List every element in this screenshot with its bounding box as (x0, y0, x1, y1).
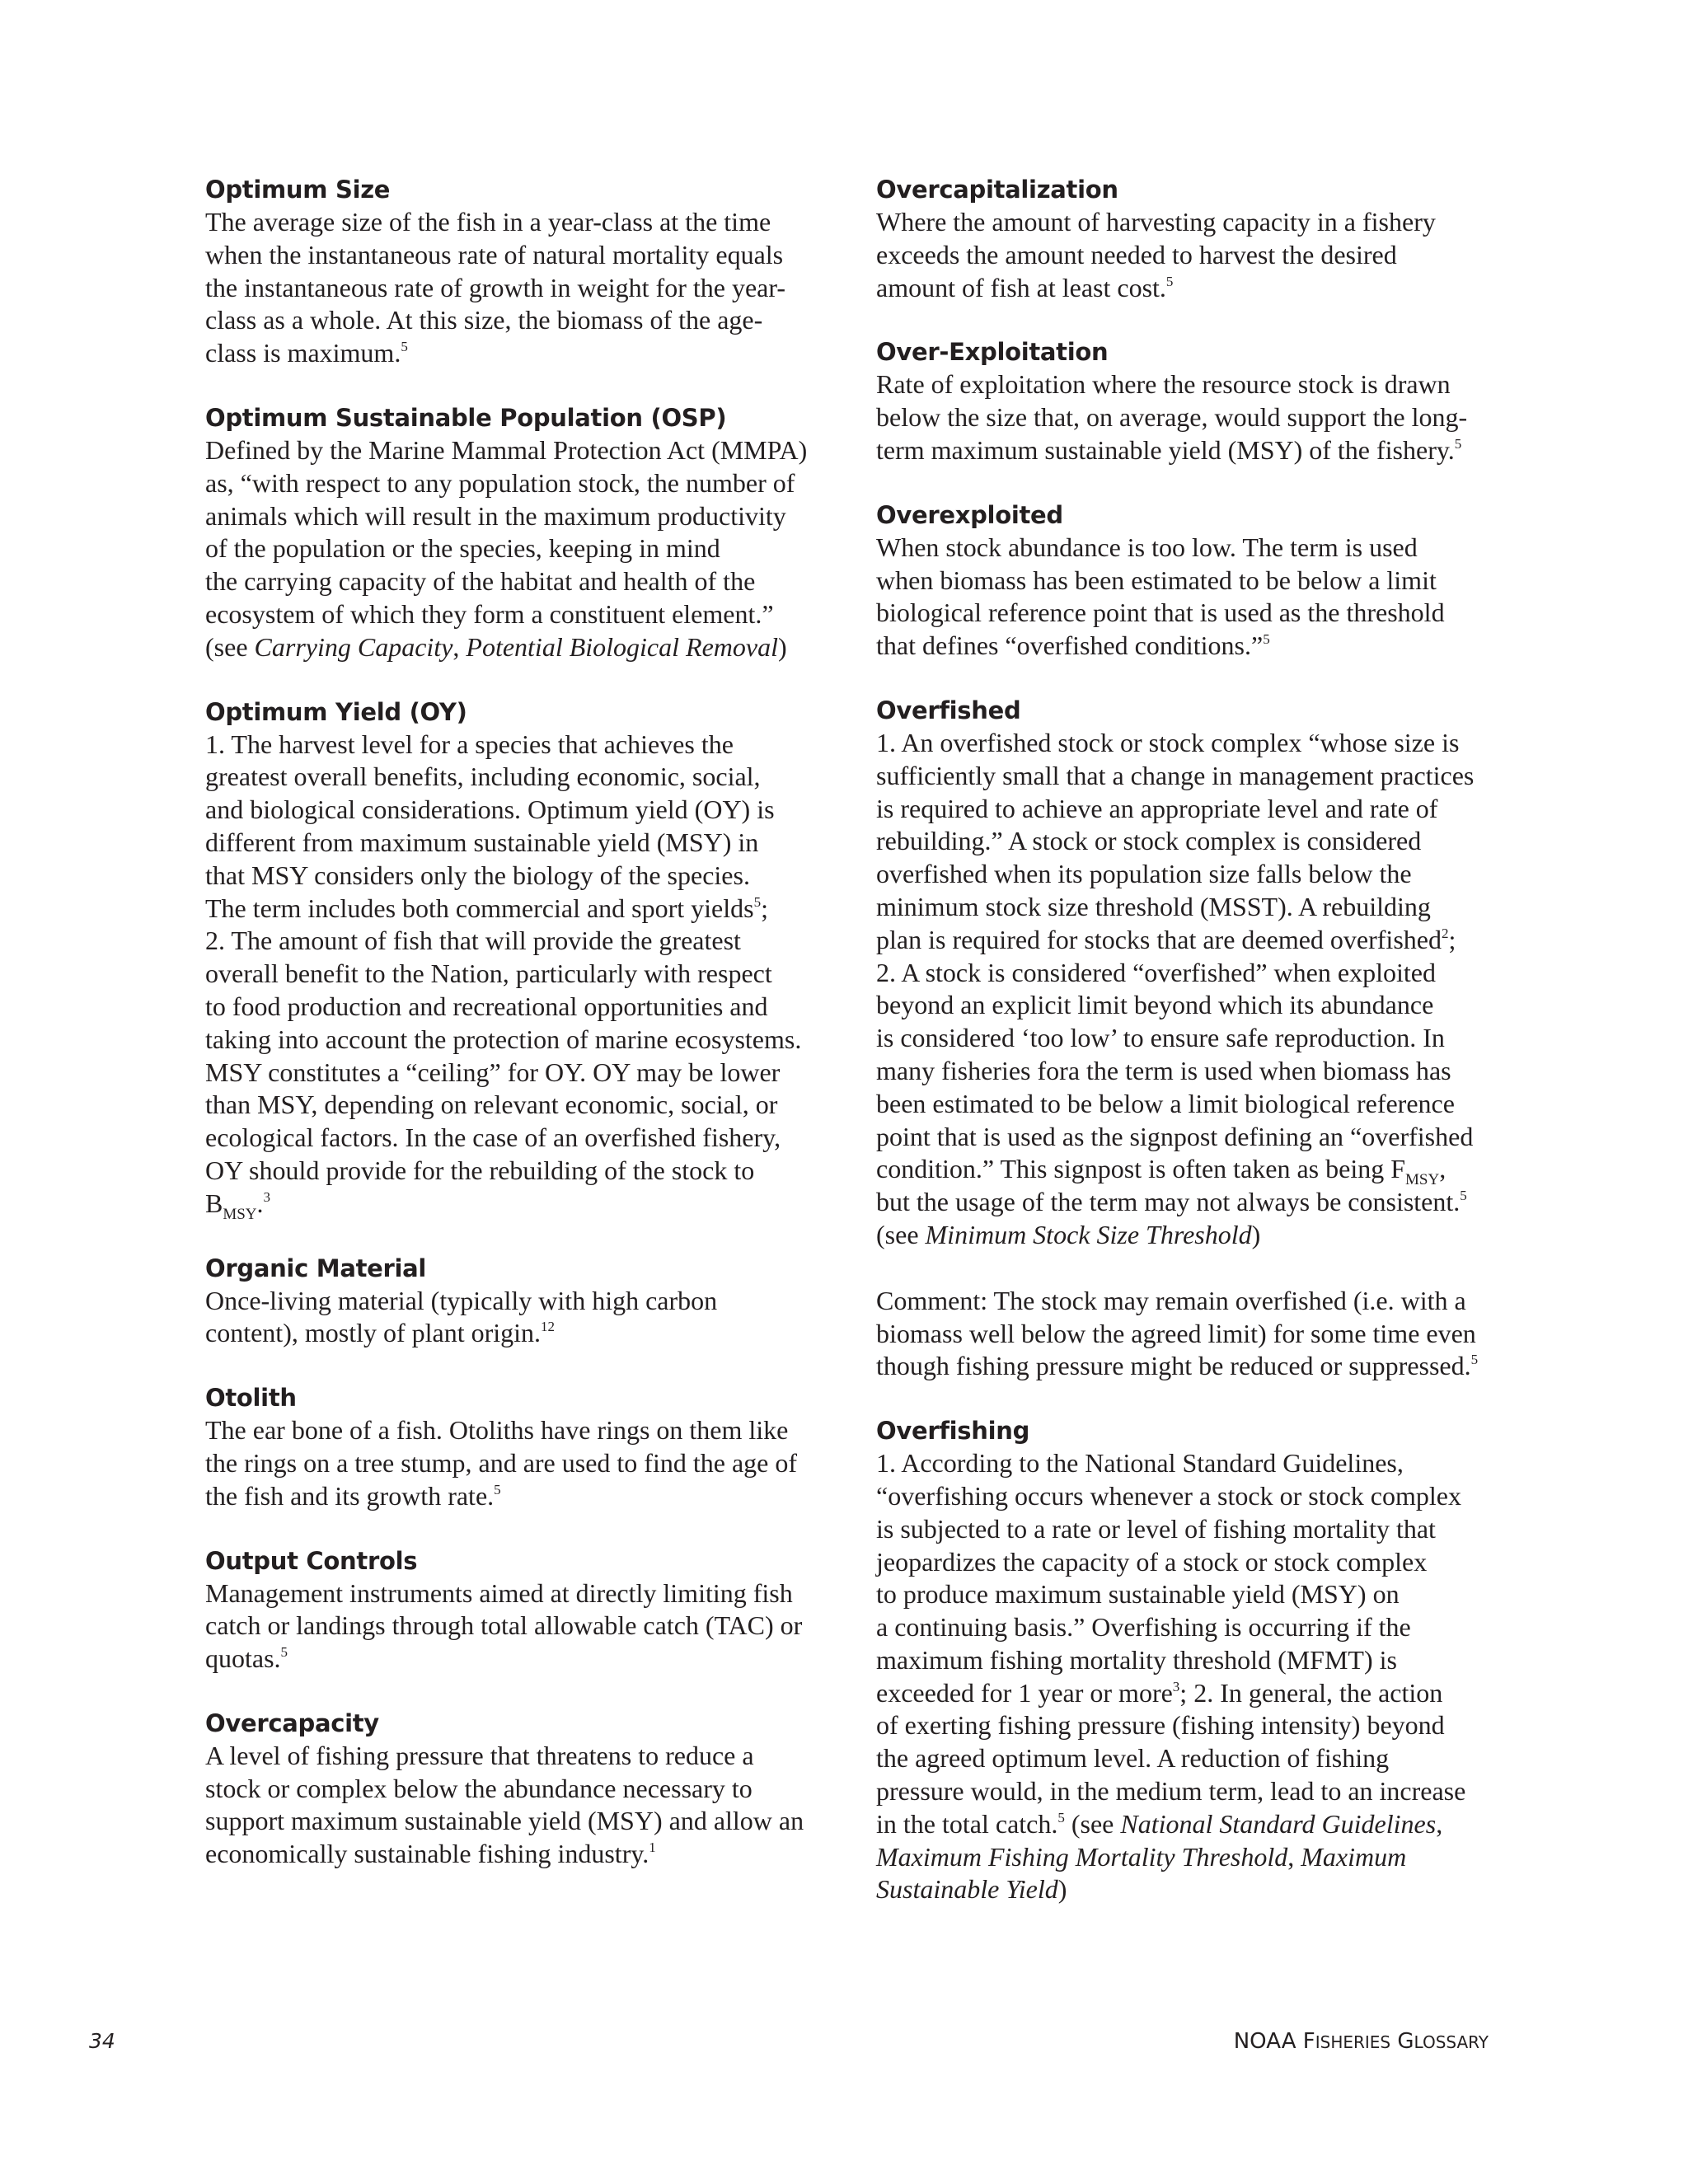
definition: When stock abundance is too low. The term is used when biomass has been estimated to be below a limit biological reference point that is used as the threshold that defines “overfished conditions.”$^5$ (876, 532, 1445, 661)
cross-reference: Sustainable Yield (876, 1874, 1058, 1905)
term-heading: Output Controls (205, 1546, 418, 1575)
footnote-ref: 5 (401, 339, 408, 355)
comment: Comment: The stock may remain overfished (i.e. with a biomass well below the agreed limit) for some time even though fishing pressure might be reduced or suppressed.$^5$ (876, 1285, 1479, 1381)
definition: A level of fishing pressure that threatens to reduce a stock or complex below the abundance necessary to support maximum sustainable yield (MSY) and allow an economically sustainable fishing industry.$^1$ (205, 1740, 804, 1869)
term-heading: Organic Material (205, 1254, 427, 1282)
term-heading: Over-Exploitation (876, 338, 1109, 367)
footnote-ref: 5 (1460, 1188, 1467, 1204)
left-column (205, 173, 840, 1902)
definition: Once-living material (typically with high carbon content), mostly of plant origin.$^{12}$ (205, 1285, 718, 1348)
footnote-ref: 12 (541, 1319, 556, 1335)
definition: 1. According to the National Standard Guidelines, “overfishing occurs whenever a stock or stock complex is subjected to a rate or level of fishing mortality that jeopardizes the capacity of a stock or stock complex to produce maximum sustainable yield (MSY) on a continuing basis.” Overfishing is occurring if the maximum fishing mortality threshold (MFMT) is exceeded for 1 year or more$^3$; 2. In general, the action of exerting fishing pressure (fishing intensity) beyond the agreed optimum level. A reduction of fishing pressure would, in the medium term, lead to an increase in the total catch.$^5$ (see National Standard Guidelines, Maximum Fishing Mortality Threshold, Maximum Sustainable Yield) (876, 1448, 1466, 1905)
entry-osp (205, 401, 840, 664)
entry-overfished (876, 694, 1519, 1383)
footnote-ref: 5 (753, 893, 762, 910)
term-heading: Optimum Size (205, 176, 391, 204)
cross-reference: Maximum Fishing Mortality Threshold (876, 1841, 1288, 1872)
term-heading: Overfishing (876, 1417, 1030, 1446)
entry-otolith (205, 1381, 840, 1512)
term-heading: Overcapitalization (876, 176, 1118, 204)
entry-over-exploitation (876, 335, 1519, 466)
footnote-ref: 5 (494, 1481, 501, 1497)
term-heading: Overexploited (876, 500, 1063, 529)
footnote-ref: 3 (263, 1188, 271, 1205)
term-heading: Otolith (205, 1384, 297, 1413)
entry-optimum-yield (205, 696, 840, 1221)
cross-reference: Carrying Capacity (254, 631, 453, 662)
entry-overfishing (876, 1414, 1519, 1906)
cross-reference: Potential Biological Removal (466, 631, 778, 662)
footnote-ref: 5 (1454, 435, 1462, 452)
definition: Management instruments aimed at directly limiting fish catch or landings through total allowable catch (TAC) or quotas.$^5$ (205, 1577, 803, 1674)
definition: Defined by the Marine Mammal Protection Act (MMPA) as, “with respect to any population stock, the number of animals which will result in the maximum productivity of the population or the species, keeping in mind the carrying capacity of the habitat and health of the ecosystem of which they form a constituent element.” (see Carrying Capacity, Potential Biological Removal) (205, 434, 808, 662)
entry-optimum-size (205, 173, 840, 370)
page-number: 34 (89, 2029, 115, 2053)
entry-overexploited (876, 499, 1519, 663)
term-heading: Optimum Sustainable Population (OSP) (205, 403, 727, 432)
definition: 1. The harvest level for a species that achieves the greatest overall benefits, including economic, social, and biological considerations. Optimum yield (OY) is different from maximum sustainable yield (MSY) in that MSY considers only the biology of the species. The term includes both commercial and sport yields$^5$; 2. The amount of fish that will provide the greatest overall benefit to the Nation, particularly with respect to food production and recreational opportunities and taking into account the protection of marine ecosystems. MSY constitutes a “ceiling” for OY. OY may be lower than MSY, depending on relevant economic, social, or ecological factors. In the case of an overfished fishery, OY should provide for the rebuilding of the stock to $B_{MSY}.^3$ (205, 729, 802, 1223)
footnote-ref: 5 (1057, 1809, 1065, 1825)
footnote-ref: 2 (1441, 925, 1449, 941)
entry-overcapacity (205, 1707, 840, 1871)
cross-reference: National Standard Guidelines (1120, 1808, 1437, 1839)
definition: Where the amount of harvesting capacity in a fishery exceeds the amount needed to harvest the desired amount of fish at least cost.$^5$ (876, 207, 1436, 302)
term-heading: Overfished (876, 696, 1021, 724)
definition: Rate of exploitation where the resource stock is drawn below the size that, on average, would support the long- term maximum sustainable yield (MSY) of the fishery.$^5$ (876, 369, 1468, 465)
footnote-ref: 5 (1165, 273, 1174, 289)
right-column (876, 173, 1519, 1938)
footnote-ref: 3 (1172, 1678, 1180, 1694)
cross-reference: Minimum Stock Size Threshold (925, 1219, 1252, 1249)
definition: 1. An overfished stock or stock complex “whose size is sufficiently small that a change in management practices is required to achieve an appropriate level and rate of rebuilding.” A stock or stock complex is considered overfished when its population size falls below the minimum stock size threshold (MSST). A rebuilding plan is required for stocks that are deemed overfished$^2$; 2. A stock is considered “overfished” when exploited beyond an explicit limit beyond which its abundance is considered ‘too low’ to ensure safe reproduction. In many fisheries fora the term is used when biomass has been estimated to be below a limit biological reference point that is used as the signpost defining an “overfished condition.” This signpost is often taken as being $F_{MSY}$, but the usage of the term may not always be consistent.$^5$ (see Minimum Stock Size Threshold) Comment: The stock may remain overfished (i.e. with a biomass well below the agreed limit) for some time even though fishing pressure might be reduced or suppressed.$^5$ (876, 727, 1519, 1383)
running-footer: NOAA FISHERIES GLOSSARY (1233, 2029, 1489, 2054)
entry-output-controls (205, 1544, 840, 1675)
term-heading: Overcapacity (205, 1708, 379, 1737)
entry-overcapitalization (876, 173, 1519, 304)
definition: The ear bone of a fish. Otoliths have rings on them like the rings on a tree stump, and are used to find the age of the fish and its growth rate.$^5$ (205, 1415, 797, 1511)
definition: The average size of the fish in a year-class at the time when the instantaneous rate of natural mortality equals the instantaneous rate of growth in weight for the year- class as a whole. At this size, the biomass of the age- class is maximum.$^5$ (205, 207, 786, 368)
footnote-ref: 1 (649, 1840, 656, 1856)
footnote-ref: 5 (280, 1644, 288, 1661)
footnote-ref: 5 (1263, 631, 1270, 648)
entry-organic-material (205, 1252, 840, 1351)
term-heading: Optimum Yield (OY) (205, 697, 467, 726)
footnote-ref: 5 (1470, 1352, 1479, 1368)
cross-reference: Maximum (1301, 1841, 1407, 1872)
